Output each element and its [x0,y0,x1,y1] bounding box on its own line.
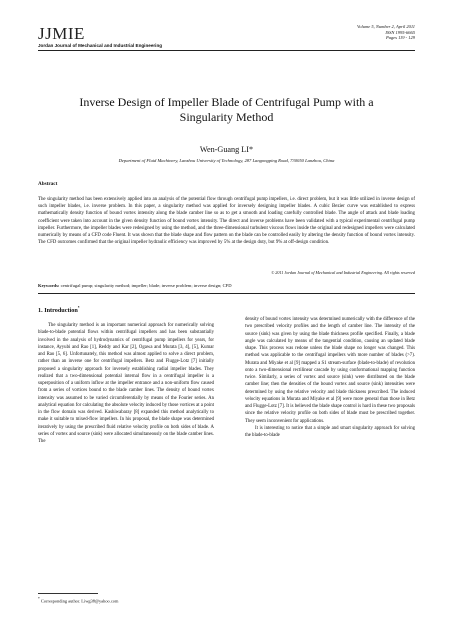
copyright-notice: © 2011 Jordan Journal of Mechanical and Industrial Engineering. All rights reserved [271,270,415,275]
section-title: 1. Introduction [38,307,78,315]
footnote-mark: * [38,597,40,601]
right-column [245,316,415,439]
header-rule [38,50,415,51]
paper-title: Inverse Design of Impeller Blade of Centrifugal Pump with a Singularity Method [79,95,374,124]
journal-logo: JJMIE [38,24,85,43]
keywords-label: Keywords: [38,283,60,288]
paragraph: density of bound vortex intensity was determined numerically with the difference of the two prescribed velocity profiles and the length of camber line. The intensity of the source (sink) was given by using the blade thickness profile specified. Finally, a blade angle was calculated by means of the tangential condition, causing an updated blade shape. This process was redone unless the blade shape no longer was changed. This method was applicable to the centrifugal impellers with more number of blades (>7). Murata and Miyake et al [9] mapped a S1 stream-surface (blade-to-blade) of revolution onto a two-dimensional rectilinear cascade by using conformational mapping function twice. Similarly, a series of vortex and source (sink) were distributed on the blade camber line; then the densities of the bound vortex and source (sink) intensities were determined by using the relative velocity and blade thickness prescribed. The induced velocity equations in Murata and Miyake et al [9] were more general than those in Betz and Flugge-Lotz [7]. It is believed the blade shape control is hard in these two proposals since the relative velocity profile on both sides of blade must be prescribed together. They seem inconvenient for applications. [245,317,415,424]
footnote-text: Corresponding author. Liwg38@yahoo.com [39,598,119,604]
abstract-heading: Abstract [38,181,58,187]
keywords [38,283,415,288]
keywords-rule [38,293,415,294]
paragraph: It is interesting to notice that a simple and smart singularity approach for solving the blade-to-blade [245,425,415,438]
keywords-list: centrifugal pump; singularity method; impeller; blade; inverse problem; inverse design; CFD [59,283,232,288]
issue-info [357,24,415,41]
section-heading [38,306,80,314]
journal-name: Jordan Journal of Mechanical and Industrial Engineering [38,43,163,48]
volume-line: Volume 5, Number 2, April 2011 [357,24,415,29]
left-column [38,322,214,445]
section-footnote-mark: * [77,306,80,310]
pages-line: Pages 119 - 129 [385,35,415,41]
affiliation: Department of Fluid Machinery, Lanzhou University of Technology, 287 Langongping Road, 730050 Lanzhou, China [118,158,335,163]
author: Wen-Guang LI* [199,145,254,154]
footnote [38,597,118,603]
footnote-rule [38,593,98,594]
abstract-text: The singularity method has been extensively applied into an analysis of the potential flow through centrifugal pump impellers, i.e. direct problem, but it was little utilized in inverse design of such impeller blades, i.e. inverse problem. In this paper, a singularity method was applied for inversely designing impeller blades. A cubic Bezier curve was established to express mathematically density function of bound vortex intensity along the blade camber line so as to get a smooth and loading carefully controlled blade. The angle of attack and blade loading coefficient were taken into account in the given density function of bound vortex intensity. The direct and inverse problems have been validated with a typical experimental centrifugal pump impeller. Furthermore, the impeller blades were redesigned by using the method, and the three-dimensional turbulent viscous flows inside the original and redesigned impellers were calculated numerically by means of a CFD code Fluent. It was shown that the blade shape and flow pattern on the blade can be controlled easily by altering the density function of bound vortex intensity. The CFD outcomes confirmed that the original impeller hydraulic efficiency was improved by 5% at the design duty, but 9% at off-design condition. [38,197,415,246]
issn-line: ISSN 1995-6665 [385,29,415,35]
paragraph: The singularity method is an important numerical approach for numerically solving blade-to-blade potential flows within centrifugal impellers and has been substantially involved in the analysis of hydrodynamics of centrifugal pump impellers for years, for instance, Ayyubi and Rao [1], Reddy and Kar [2], Ogawa and Murata [3, 4], [5], Kumar and Rao [5, 6]. Unfortunately, this method was almost applied to solve a direct problem, rather than an inverse one for centrifugal impellers. Betz and Flugge-Lotz [7] initially proposed a singularity approach for inversely establishing radial impeller blades. They realized that a two-dimensional potential internal flow in a centrifugal impeller is a superposition of a uniform inflow at the impeller entrance and a non-uniform flow caused from a series of vortices bound to the blade camber lines. The density of bound vortex intensity was assumed to be varied circumferentially by means of the Fourier series. An analytical equation for calculating the absolute velocity induced by those vortices at a point in the flow domain was derived. Kashiwabaray [8] expanded this method analytically to make it suitable to mixed-flow impellers. In his proposal, the blade shape was determined iteratively by using the prescribed fluid relative velocity profile on both sides of blade. A series of vortex and source (sink) were allocated simultaneously on the blade camber lines. The [38,323,214,444]
